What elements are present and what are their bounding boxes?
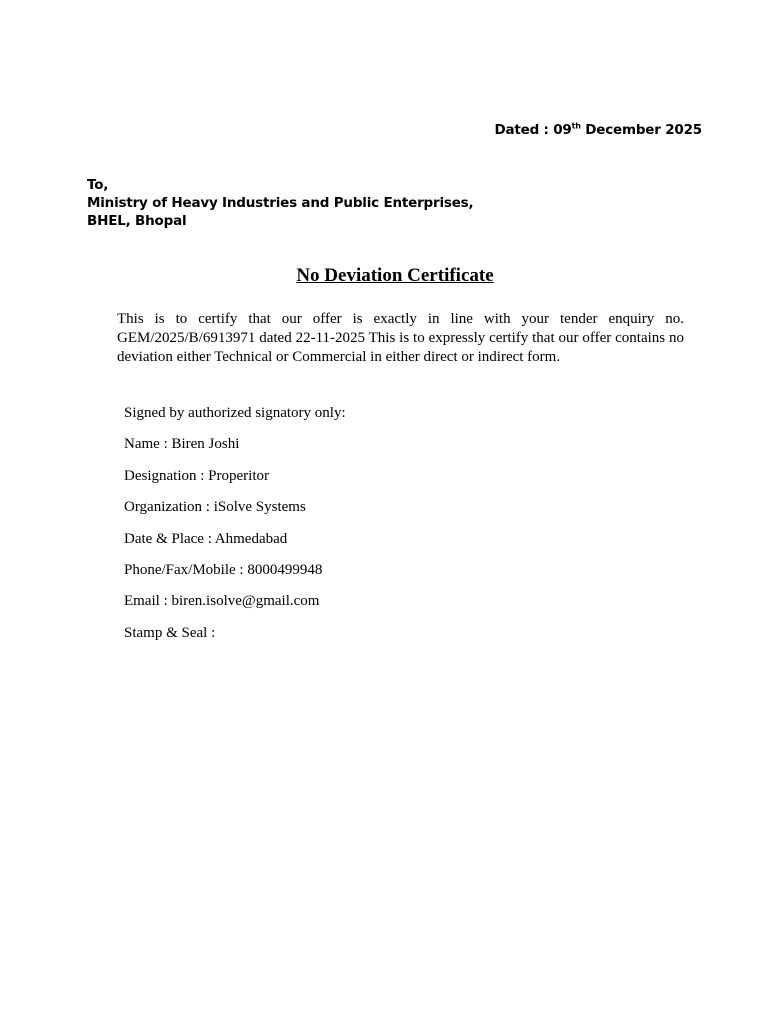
date-and-place: Date & Place : Ahmedabad <box>124 530 288 547</box>
phone-fax-mobile: Phone/Fax/Mobile : 8000499948 <box>124 561 323 578</box>
signatory-email: Email : biren.isolve@gmail.com <box>124 593 320 610</box>
date-rest: December 2025 <box>580 122 702 138</box>
certificate-title: No Deviation Certificate <box>296 265 494 286</box>
signed-by-line: Signed by authorized signatory only: <box>124 405 346 421</box>
signatory-designation: Designation : Properitor <box>124 467 269 484</box>
certificate-body: This is to certify that our offer is exactly in line with your tender enquiry no. GEM/2025/B/6913971 dated 22-11-2025 This is to expressly certify that our offer contains no deviation either Technical or Commercial in either direct or indirect form. <box>117 311 684 365</box>
signature-block <box>124 405 346 656</box>
address-line-2: BHEL, Bhopal <box>87 213 187 229</box>
date-prefix: Dated : 09 <box>494 122 572 138</box>
date-line <box>494 122 702 138</box>
recipient-address <box>87 176 473 230</box>
stamp-and-seal: Stamp & Seal : <box>124 624 216 641</box>
date-ordinal-suffix: th <box>571 121 581 131</box>
signatory-organization: Organization : iSolve Systems <box>124 499 306 516</box>
address-line-1: Ministry of Heavy Industries and Public Enterprises, <box>87 195 474 211</box>
signatory-name: Name : Biren Joshi <box>124 436 240 453</box>
address-to: To, <box>87 177 109 193</box>
